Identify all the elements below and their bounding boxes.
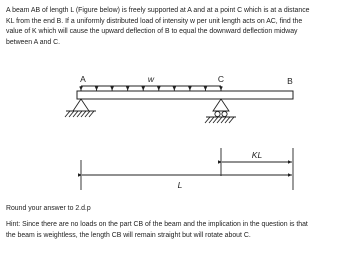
dimension-l [81, 160, 292, 190]
roller-support-c [205, 99, 236, 123]
problem-line: A beam AB of length L (Figure below) is freely supported at A and at a point C which is at a distance [6, 7, 310, 14]
problem-line: value of K which will cause the upward deflection of B to equal the downward deflection midway [6, 28, 298, 36]
label-c: C [217, 74, 225, 84]
label-a: A [80, 74, 86, 84]
hint-line: Hint: Since there are no loads on the part CB of the beam and the implication in the question is that [6, 221, 308, 228]
beam [77, 91, 293, 99]
problem-line: KL from the end B. If a uniformly distributed load of intensity w per unit length acts on AC, find the [6, 17, 303, 25]
round-instruction [6, 204, 348, 215]
distributed-load [81, 86, 221, 91]
pin-support-a [65, 99, 96, 117]
hint-text [6, 220, 348, 241]
label-b: B [287, 76, 293, 86]
label-kl: KL [251, 150, 263, 160]
label-w: w [147, 74, 155, 84]
round-text: Round your answer to 2.d.p [6, 205, 91, 212]
label-l: L [177, 180, 183, 190]
hint-line: the beam is weightless, the length CB will remain straight but will rotate about C. [6, 231, 251, 239]
problem-line: between A and C. [6, 38, 61, 46]
